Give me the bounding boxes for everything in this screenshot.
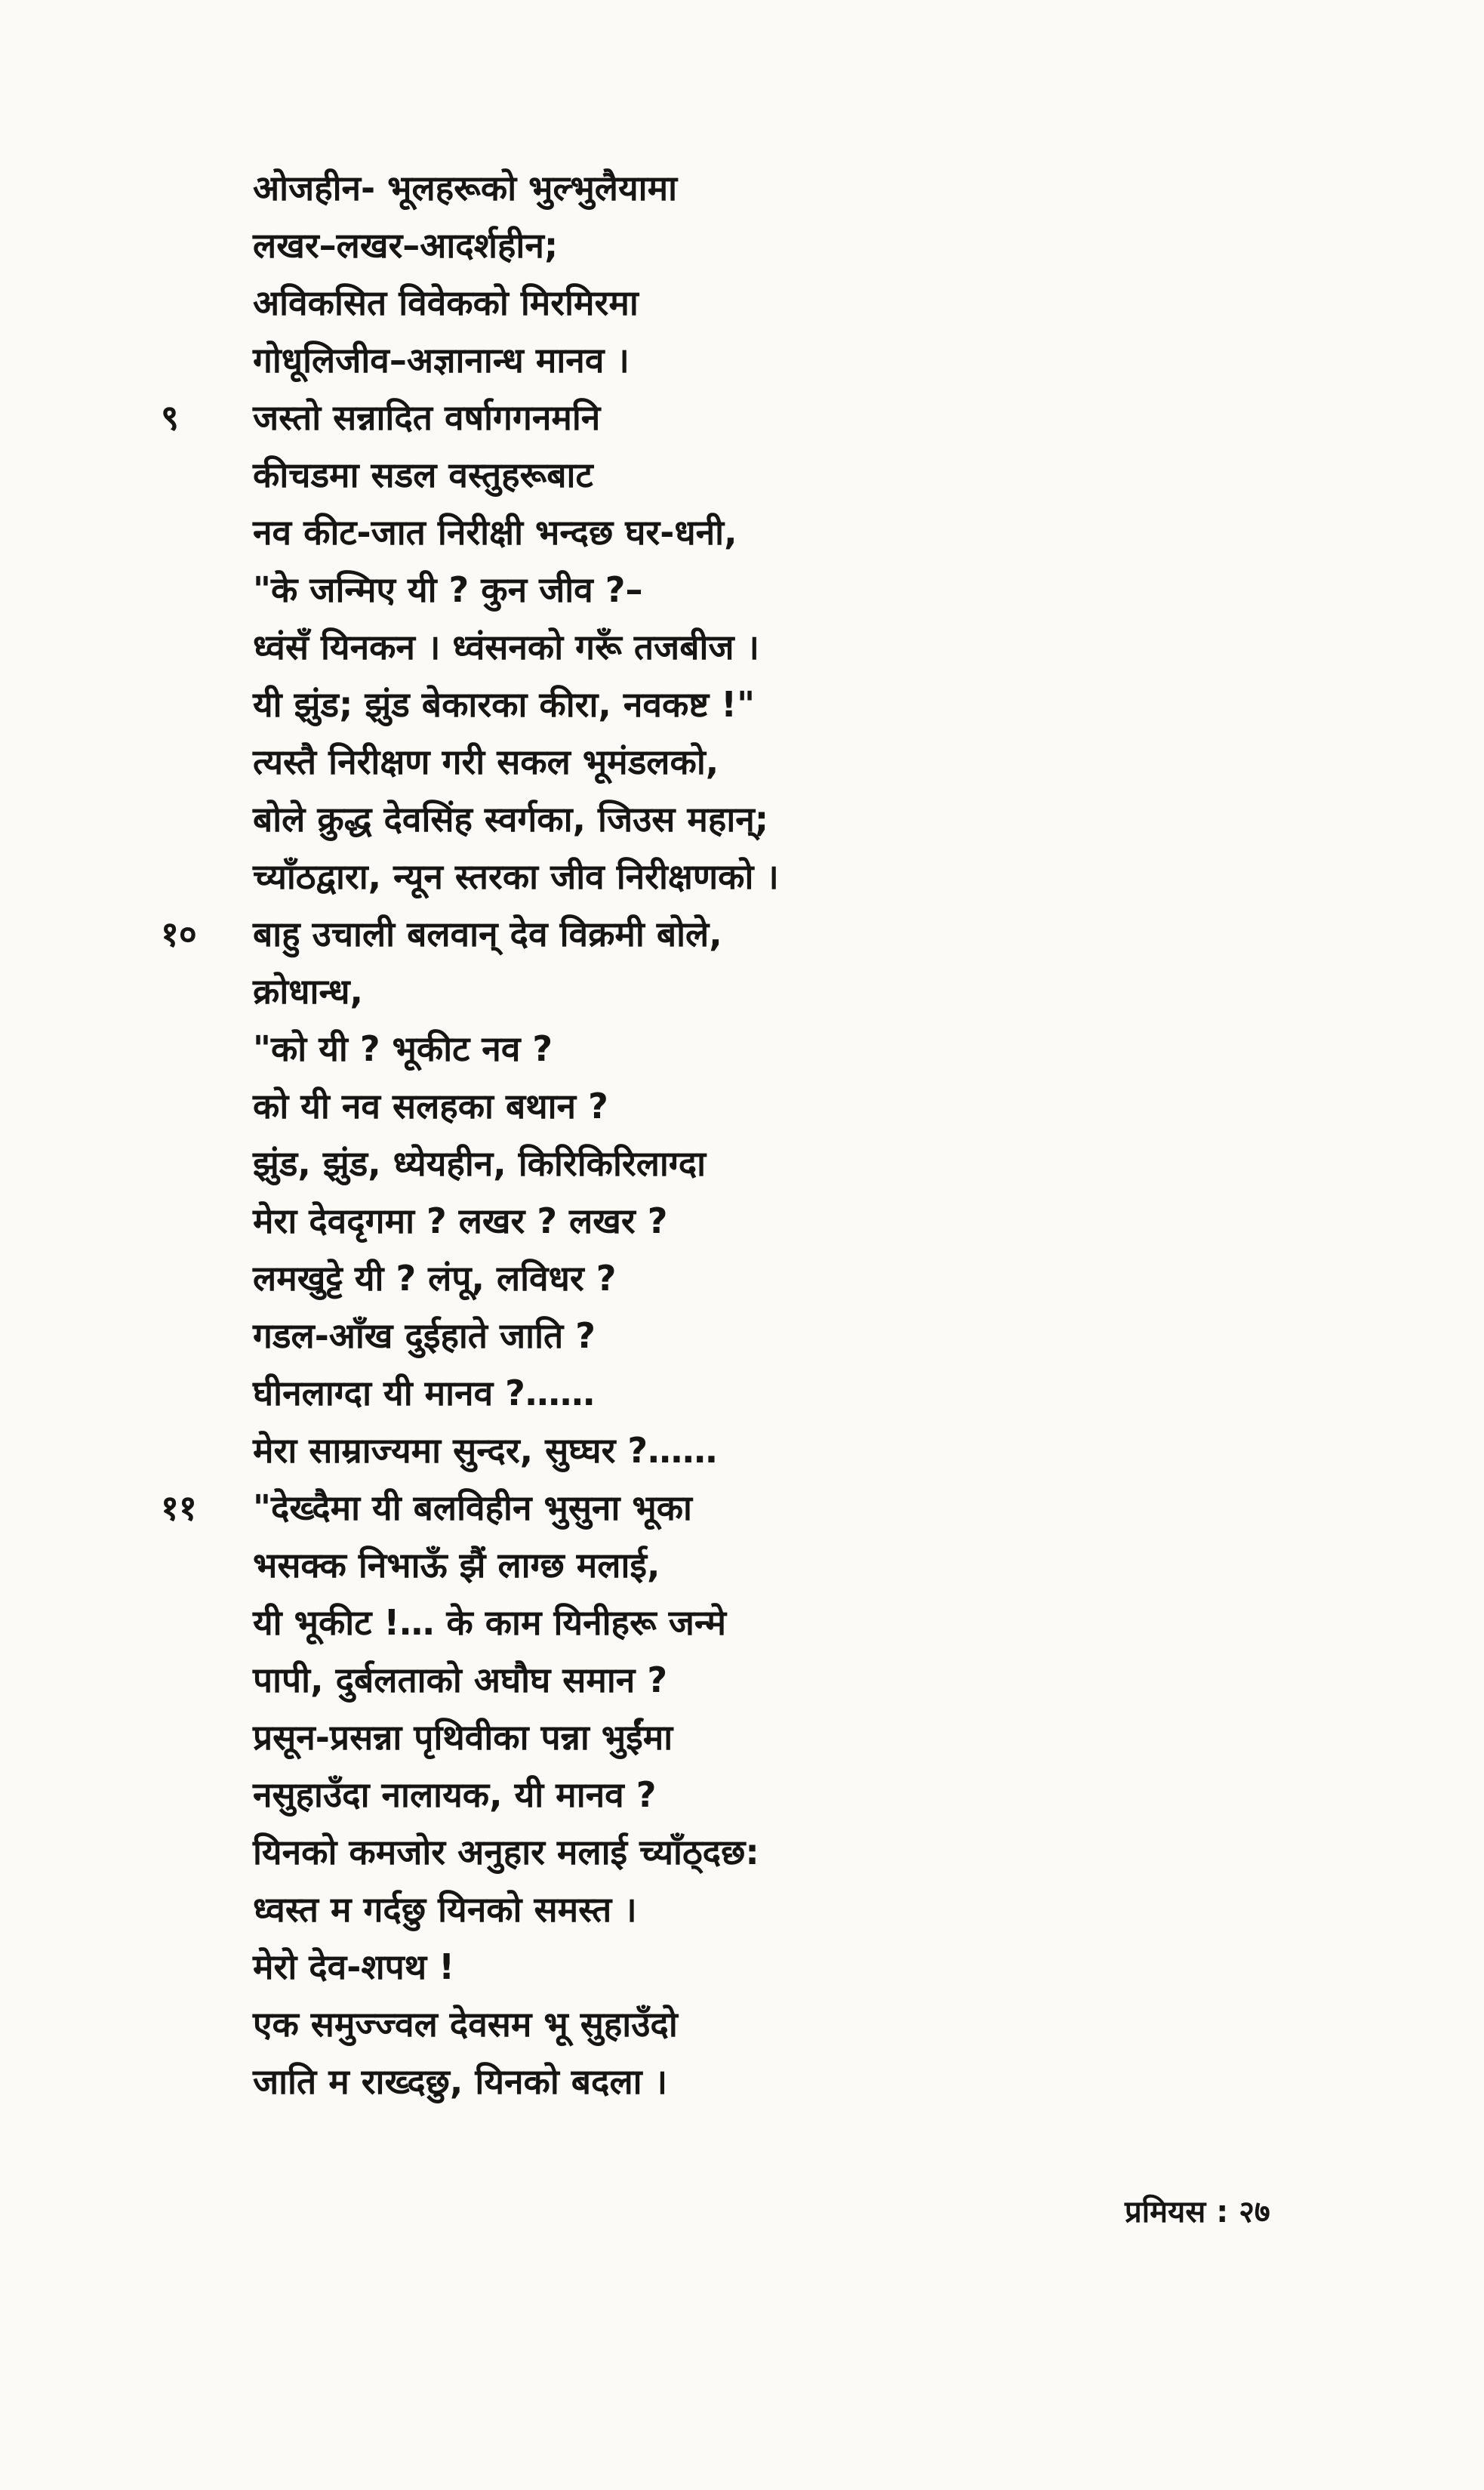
poem-line: जस्तो सन्नादित वर्षागगनमनि <box>253 397 601 438</box>
poem-line: गोधूलिजीव–अज्ञानान्ध मानव । <box>253 340 630 381</box>
verse-number: १० <box>161 914 197 954</box>
poem-line: भसक्क निभाऊँ झैं लाग्छ मलाई, <box>253 1545 660 1586</box>
poem-line: नव कीट-जात निरीक्षी भन्दछ घर-धनी, <box>253 512 737 553</box>
poem-line: अविकसित विवेकको मिरमिरमा <box>253 282 639 323</box>
poem-line: मेरो देव-शपथ ! <box>253 1946 455 1987</box>
poem-line: "के जन्मिए यी ? कुन जीव ?– <box>253 569 643 610</box>
verse-number: ९ <box>161 397 179 438</box>
poem-line: पापी, दुर्बलताको अघौघ समान ? <box>253 1659 668 1700</box>
poem-line: एक समुज्ज्वल देवसम भू सुहाउँदो <box>253 2004 678 2045</box>
poem-line: मेरा साम्राज्यमा सुन्दर, सुघ्घर ?…… <box>253 1430 718 1471</box>
poem-line: यी झुंड; झुंड बेकारका कीरा, नवकष्ट !" <box>253 684 756 725</box>
poem-line: घीनलाग्दा यी मानव ?…… <box>253 1373 595 1413</box>
poem-line: नसुहाउँदा नालायक, यी मानव ? <box>253 1774 657 1815</box>
poem-line: को यी नव सलहका बथान ? <box>253 1086 608 1126</box>
poem-line: यी भूकीट !… के काम यिनीहरू जन्मे <box>253 1602 726 1643</box>
poem-line: त्यस्तै निरीक्षण गरी सकल भूमंडलको, <box>253 741 719 782</box>
verse-number: ११ <box>161 1487 197 1528</box>
poem-line: ओजहीन- भूलहरूको भुल्भुलैयामा <box>253 168 677 208</box>
poem-line: ध्वस्त म गर्दछु यिनको समस्त । <box>253 1889 637 1930</box>
poem-line: बोले क्रुद्ध देवसिंह स्वर्गका, जिउस महान्; <box>253 799 769 840</box>
poem-line: ध्वंसँ यिनकन । ध्वंसनको गरूँ तजबीज । <box>253 627 759 667</box>
poem-line: कीचडमा सडल वस्तुहरूबाट <box>253 455 593 495</box>
page-footer: प्रमियस : २७ <box>1125 2195 1270 2230</box>
poem-line: क्रोधान्ध, <box>253 971 363 1012</box>
poem-line: "देख्दैमा यी बलविहीन भुसुना भूका <box>253 1487 692 1528</box>
poem-line: बाहु उचाली बलवान् देव विक्रमी बोले, <box>253 914 722 954</box>
poem-line: मेरा देवदृगमा ? लखर ? लखर ? <box>253 1200 668 1241</box>
poem-line: गडल-आँख दुईहाते जाति ? <box>253 1315 596 1356</box>
poem-line: जाति म राख्दछु, यिनको बदला । <box>253 2061 668 2102</box>
poem-line: लखर–लखर–आदर्शहीन; <box>253 225 559 266</box>
poem-line: झुंड, झुंड, ध्येयहीन, किरिकिरिलाग्दा <box>253 1143 707 1184</box>
poem-line: "को यी ? भूकीट नव ? <box>253 1028 553 1069</box>
poem-line: लमखुट्टे यी ? लंपू, लविधर ? <box>253 1258 617 1299</box>
poem-line: प्रसून-प्रसन्ना पृथिवीका पन्ना भुईंमा <box>253 1717 673 1758</box>
poem-line: यिनको कमजोर अनुहार मलाई च्याँठ्दछ: <box>253 1832 759 1872</box>
poem-line: च्याँठद्वारा, न्यून स्तरका जीव निरीक्षणको । <box>253 856 779 897</box>
